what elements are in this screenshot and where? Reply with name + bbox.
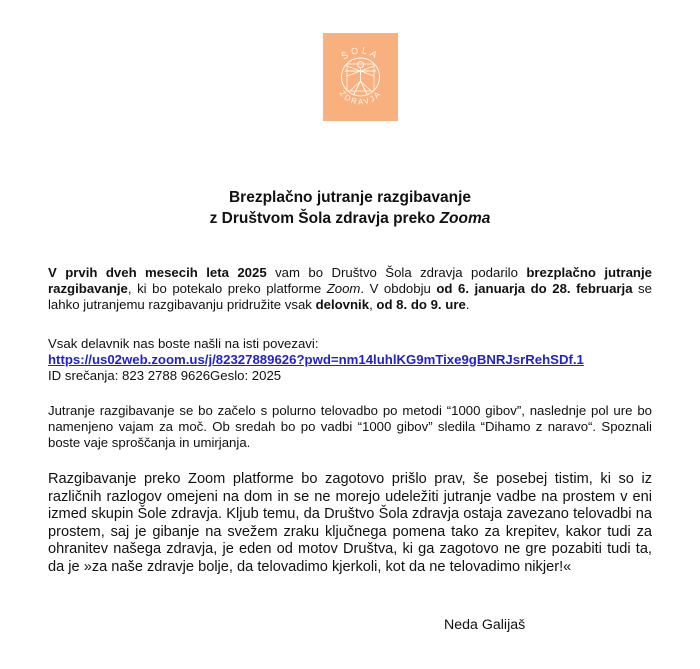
- zoom-link-section: [48, 336, 652, 384]
- signature: Neda Galijaš: [444, 617, 526, 633]
- svg-text:ŠOLA: ŠOLA: [339, 45, 382, 62]
- vitruvian-figure-icon: [323, 33, 398, 121]
- zoom-meeting-link[interactable]: https://us02web.zoom.us/j/82327889626?pwd=nm14luhlKG9mTixe9gBNRJsrRehSDf.1: [48, 352, 584, 367]
- link-intro-text: Vsak delavnik nas boste našli na isti povezavi:: [48, 336, 319, 351]
- title-line-1: Brezplačno jutranje razgibavanje: [228, 189, 472, 206]
- closing-paragraph: Razgibavanje preko Zoom platforme bo zagotovo prišlo prav, še posebej tistim, ki so iz različnih razlogov omejeni na dom in se ne morejo udeležiti jutranje vadbe na prostem v eni izmed skupin Šole zdravja. Kljub temu, da Društvo Šola zdravja ostaja zavezano telovadbi na prostem, saj je gibanje na svežem zraku ključnega pomena tako za krepitev, kakor tudi za ohranitev našega zdravja, je eden od motov Društva, ki ga zagotovo ne gre pozabiti tudi ta, da je »za naše zdravje bolje, da telovadimo kjerkoli, kot da ne telovadimo nikjer!«: [48, 471, 652, 575]
- program-paragraph: Jutranje razgibavanje se bo začelo s polurno telovadbo po metodi “1000 gibov”, naslednje pol ure bo namenjeno vajam za moč. Ob sredah bo po vadbi “1000 gibov” sledila “Dihamo z naravo“. Spoznali boste vaje sproščanja in umirjanja.: [48, 403, 652, 450]
- sola-zdravja-logo: [323, 33, 398, 121]
- intro-paragraph: V prvih dveh mesecih leta 2025 vam bo Društvo Šola zdravja podarilo brezplačno jutranje razgibavanje, ki bo potekalo preko platforme Zoom. V obdobju od 6. januarja do 28. februarja se lahko jutranjemu razgibavanju pridružite vsak delovnik, od 8. do 9. ure.: [48, 265, 652, 312]
- title-line-2: z Društvom Šola zdravja preko Zooma: [209, 210, 491, 227]
- meeting-id-text: ID srečanja: 823 2788 9626Geslo: 2025: [48, 368, 282, 383]
- page-title: [0, 187, 700, 229]
- svg-text:ZDRAVJA: ZDRAVJA: [337, 88, 384, 107]
